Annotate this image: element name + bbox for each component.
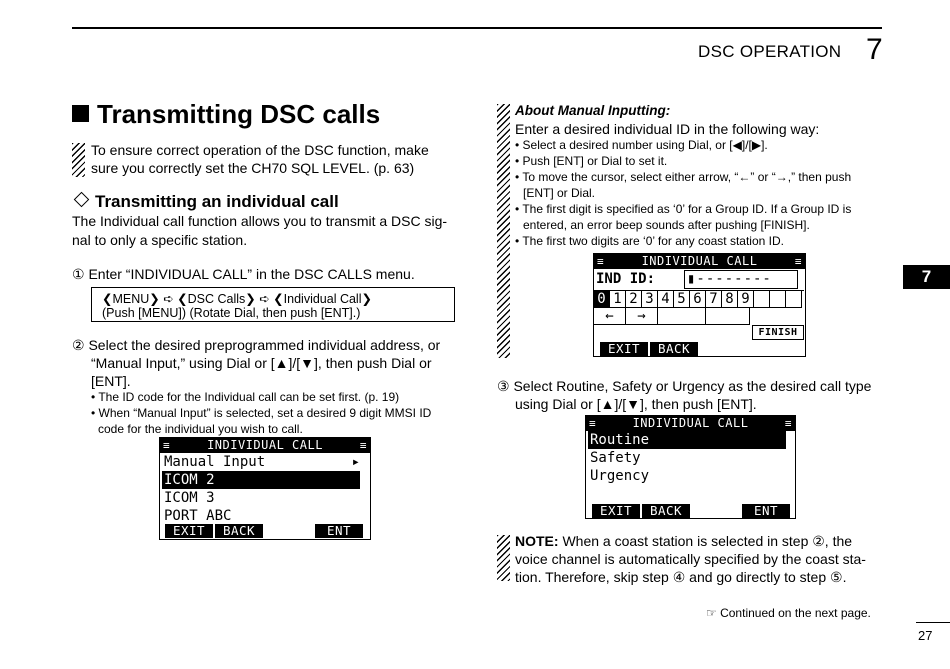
lcd-item-port-abc[interactable]: PORT ABC [164,508,232,524]
caution-line-1: To ensure correct operation of the DSC function, make [91,142,429,158]
softkey-ent[interactable]: ENT [315,524,363,538]
header-rule [72,27,882,29]
lcd-item-urgency[interactable]: Urgency [590,468,650,484]
about-bullet-3-line-2: [ENT] or Dial. [523,186,596,200]
menu-path-row-2: (Push [MENU]) (Rotate Dial, then push [ENT].) [102,306,361,320]
about-bullet-1: • Select a desired number using Dial, or [◀]/[▶]. [515,138,768,152]
arrow-right-icon: ▸ [351,454,360,470]
finish-key[interactable]: FINISH [752,325,804,340]
diamond-icon [74,192,90,208]
page-number: 27 [918,628,933,643]
chapter-tab: 7 [903,265,950,289]
about-intro: Enter a desired individual ID in the following way: [515,121,820,137]
menu-bars-icon: ≡ [597,255,605,268]
lcd-item-safety[interactable]: Safety [590,450,641,466]
about-hatch [497,104,510,358]
lcd-screen-call-type [585,415,796,519]
subsection-title: Transmitting an individual call [72,192,339,212]
bullet-manual-input-2: code for the individual you wish to call. [98,422,303,436]
softkey-back[interactable]: BACK [215,524,263,538]
softkey-ent[interactable]: ENT [742,504,790,518]
grid-empty-cell [706,308,750,325]
intro-line-1: The Individual call function allows you to transmit a DSC sig- [72,213,448,229]
lcd-screen-individual-call [159,437,371,540]
grid-empty-cell [754,291,770,308]
digit-key-0[interactable]: 0 [594,291,610,308]
grid-empty-cell [786,291,802,308]
bullet-manual-input-1: • When “Manual Input” is selected, set a desired 9 digit MMSI ID [91,406,432,420]
lcd-item-icom-2[interactable]: ICOM 2 [162,471,360,489]
about-bullet-4-line-2: entered, an error beep sounds after pushing [FINISH]. [523,218,810,232]
menu-bars-icon: ≡ [163,439,171,452]
step-3-line-2: using Dial or [▲]/[▼], then push [ENT]. [515,396,757,412]
caution-hatch [72,143,85,177]
section-title: Transmitting DSC calls [72,99,380,130]
lcd-item-icom-3[interactable]: ICOM 3 [164,490,215,506]
grid-empty-cell [658,308,706,325]
digit-key-2[interactable]: 2 [626,291,642,308]
about-bullet-2: • Push [ENT] or Dial to set it. [515,154,668,168]
lcd-item-routine[interactable]: Routine [588,431,786,449]
menu-bars-icon: ≡ [359,439,367,452]
continued-note: ☞ Continued on the next page. [706,606,871,620]
step-3-line-1: ③ Select Routine, Safety or Urgency as the desired call type [497,378,872,394]
about-title: About Manual Inputting: [515,103,671,118]
left-arrow-key[interactable]: ← [594,308,626,325]
caution-line-2: sure you correctly set the CH70 SQL LEVEL. (p. 63) [91,160,415,176]
bullet-id-code: • The ID code for the Individual call can be set first. (p. 19) [91,390,400,404]
digit-key-7[interactable]: 7 [706,291,722,308]
digit-key-8[interactable]: 8 [722,291,738,308]
lcd-title: INDIVIDUAL CALL [632,416,749,430]
note-hatch [497,535,510,581]
softkey-exit[interactable]: EXIT [165,524,213,538]
right-arrow-key[interactable]: → [626,308,658,325]
digit-key-5[interactable]: 5 [674,291,690,308]
softkey-exit[interactable]: EXIT [592,504,640,518]
softkey-back[interactable]: BACK [642,504,690,518]
menu-bars-icon: ≡ [589,417,597,430]
about-bullet-5: • The first two digits are ‘0’ for any coast station ID. [515,234,784,248]
digit-key-9[interactable]: 9 [738,291,754,308]
menu-bars-icon: ≡ [784,417,792,430]
note-line-1: NOTE: When a coast station is selected in step ②, the [515,533,853,549]
step-2-line-1: ② Select the desired preprogrammed individual address, or [72,337,441,353]
lcd-title-bar [594,254,805,269]
about-bullet-4-line-1: • The first digit is specified as ‘0’ for a Group ID. If a Group ID is [515,202,852,216]
menu-path-box [91,287,455,322]
step-2-line-3: [ENT]. [91,373,131,389]
ind-id-label: IND ID: [596,271,656,287]
section-header: DSC OPERATION [698,42,842,61]
step-1: ① Enter “INDIVIDUAL CALL” in the DSC CALLS menu. [72,266,415,282]
step-2-line-2: “Manual Input,” using Dial or [▲]/[▼], then push Dial or [91,355,432,371]
lcd-item-manual-input[interactable]: Manual Input ▸ [164,454,360,470]
note-line-3: tion. Therefore, skip step ④ and go directly to step ⑤. [515,569,847,585]
note-label: NOTE: [515,533,559,549]
digit-key-3[interactable]: 3 [642,291,658,308]
softkey-exit[interactable]: EXIT [600,342,648,356]
ind-id-field[interactable]: ▮-------- [684,270,798,289]
digit-key-6[interactable]: 6 [690,291,706,308]
about-bullet-3-line-1: • To move the cursor, select either arrow, “←” or “→,” then push [515,170,852,184]
lcd-screen-ind-id [593,253,806,357]
intro-line-2: nal to only a specific station. [72,232,248,248]
menu-path-row-1: ❮MENU❯ ➪ ❮DSC Calls❯ ➪ ❮Individual Call❯ [102,292,372,306]
digit-key-1[interactable]: 1 [610,291,626,308]
lcd-title: INDIVIDUAL CALL [641,254,758,268]
page-number-rule [916,622,950,623]
menu-bars-icon: ≡ [794,255,802,268]
note-line-2: voice channel is automatically specified by the coast sta- [515,551,866,567]
square-bullet-icon [72,105,89,122]
lcd-title-bar [586,416,795,431]
digit-key-4[interactable]: 4 [658,291,674,308]
softkey-back[interactable]: BACK [650,342,698,356]
chapter-number: 7 [866,33,883,66]
grid-empty-cell [770,291,786,308]
lcd-title-bar [160,438,370,453]
lcd-title: INDIVIDUAL CALL [207,438,323,452]
